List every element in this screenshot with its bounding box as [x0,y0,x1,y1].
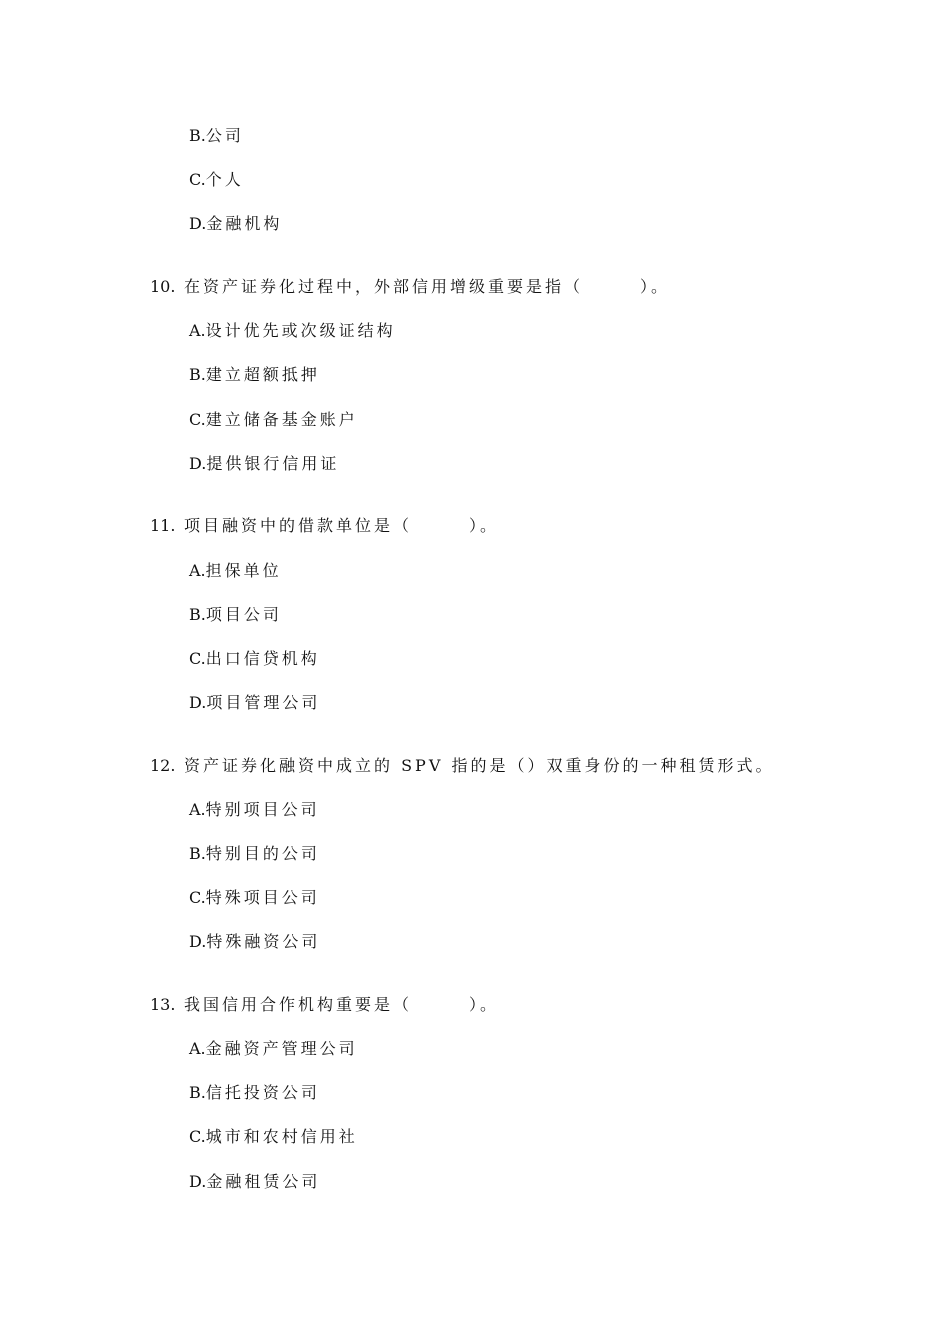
option-label: A. [189,800,206,819]
option-text: 建立储备基金账户 [205,410,358,429]
question-text: 我国信用合作机构重要是（ ）。 [184,995,500,1014]
option-text: 信托投资公司 [205,1083,320,1102]
question-10 [150,277,670,297]
option-label: D. [189,932,207,951]
option-text: 特别目的公司 [205,844,320,863]
option-b [189,605,282,625]
question-11 [150,516,499,536]
question-text: 在资产证券化过程中，外部信用增级重要是指（ ）。 [184,277,671,296]
option-d [189,693,320,713]
question-text: 资产证券化融资中成立的 SPV 指的是（）双重身份的一种租赁形式。 [184,756,775,775]
option-d [189,214,282,234]
option-label: A. [189,561,206,580]
option-text: 金融租赁公司 [206,1172,321,1191]
option-text: 项目管理公司 [206,693,321,712]
option-text: 项目公司 [205,605,282,624]
option-label: A. [189,1039,206,1058]
question-12 [150,756,774,776]
option-label: B. [189,1083,206,1102]
option-text: 出口信贷机构 [205,649,320,668]
option-b [189,126,244,146]
option-label: C. [189,888,206,907]
option-a [189,321,396,341]
option-a [189,561,282,581]
option-b [189,365,320,385]
option-d [189,1172,320,1192]
option-d [189,454,339,474]
option-label: D. [189,214,207,233]
option-b [189,844,320,864]
question-number: 13. [150,995,176,1014]
option-label: C. [189,410,206,429]
option-label: C. [189,1127,206,1146]
option-text: 设计优先或次级证结构 [205,321,396,340]
option-d [189,932,320,952]
option-a [189,800,320,820]
option-text: 金融机构 [206,214,283,233]
option-text: 建立超额抵押 [205,365,320,384]
option-text: 公司 [205,126,244,145]
option-label: B. [189,605,206,624]
option-text: 特殊项目公司 [205,888,320,907]
question-number: 12. [150,756,176,775]
option-c [189,170,244,190]
option-c [189,649,320,669]
option-label: B. [189,365,206,384]
option-label: C. [189,170,206,189]
question-number: 11. [150,516,176,535]
option-label: D. [189,1172,207,1191]
option-label: B. [189,844,206,863]
option-a [189,1039,358,1059]
option-text: 特殊融资公司 [206,932,321,951]
question-number: 10. [150,277,176,296]
option-text: 特别项目公司 [205,800,320,819]
question-13 [150,995,499,1015]
option-text: 提供银行信用证 [206,454,340,473]
option-text: 担保单位 [205,561,282,580]
option-text: 金融资产管理公司 [205,1039,358,1058]
option-text: 个人 [205,170,244,189]
option-label: C. [189,649,206,668]
option-label: D. [189,454,207,473]
option-label: B. [189,126,206,145]
option-label: D. [189,693,207,712]
option-c [189,888,320,908]
option-b [189,1083,320,1103]
option-label: A. [189,321,206,340]
option-c [189,1127,358,1147]
option-text: 城市和农村信用社 [205,1127,358,1146]
option-c [189,410,358,430]
question-text: 项目融资中的借款单位是（ ）。 [184,516,500,535]
